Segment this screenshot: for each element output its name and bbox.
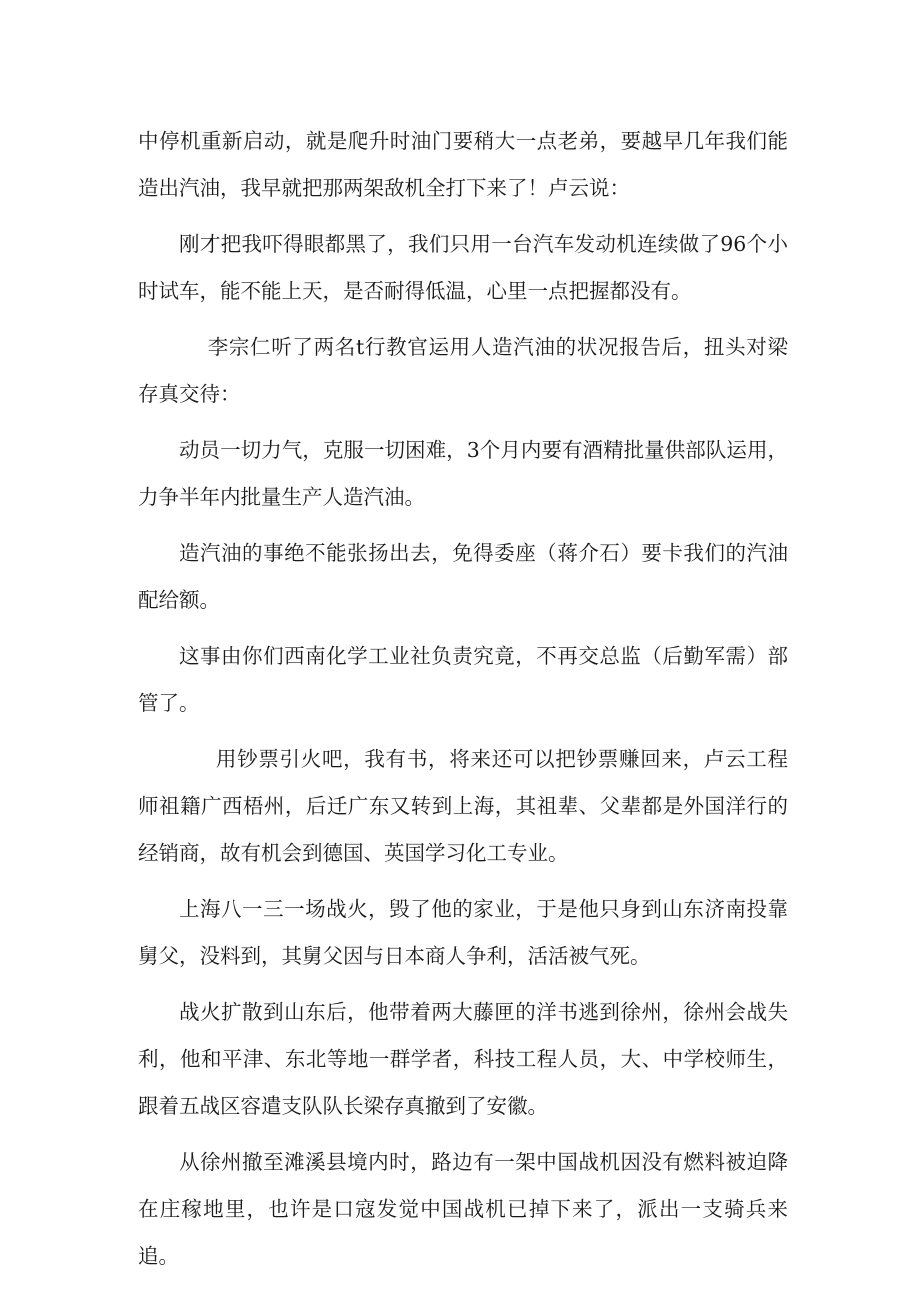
paragraph-10: 从徐州撤至滩溪县境内时，路边有一架中国战机因没有燃料被迫降在庄稼地里，也许是口寇发觉中国战机已掉下来了，派出一支骑兵来追。 (138, 1150, 788, 1268)
paragraph-3: 李宗仁听了两名t行教官运用人造汽油的状况报告后，扭头对梁存真交待： (138, 335, 788, 406)
paragraph-4: 动员一切力气，克服一切困难，3个月内要有酒精批量供部队运用，力争半年内批量生产人造汽油。 (138, 438, 788, 509)
document-body (138, 118, 788, 1289)
paragraph-6: 这事由你们西南化学工业社负责究竟，不再交总监（后勤军需）部管了。 (138, 644, 788, 715)
paragraph-9: 战火扩散到山东后，他带着两大藤匣的洋书逃到徐州，徐州会战失利，他和平津、东北等地一群学者，科技工程人员，大、中学校师生，跟着五战区容遣支队队长梁存真撤到了安徽。 (138, 1000, 788, 1118)
paragraph-7: 用钞票引火吧，我有书，将来还可以把钞票赚回来，卢云工程师祖籍广西梧州，后迁广东又转到上海，其祖辈、父辈都是外国洋行的经销商，故有机会到德国、英国学习化工专业。 (138, 747, 788, 865)
paragraph-5: 造汽油的事绝不能张扬出去，免得委座（蒋介石）要卡我们的汽油配给额。 (138, 541, 788, 612)
paragraph-8: 上海八一三一场战火，毁了他的家业，于是他只身到山东济南投靠舅父，没料到，其舅父因与日本商人争利，活活被气死。 (138, 897, 788, 968)
paragraph-2: 刚才把我吓得眼都黑了，我们只用一台汽车发动机连续做了96个小时试车，能不能上天，是否耐得低温，心里一点把握都没有。 (138, 232, 788, 303)
paragraph-1: 中停机重新启动，就是爬升时油门要稍大一点老弟，要越早几年我们能造出汽油，我早就把那两架敌机全打下来了！卢云说： (138, 129, 788, 200)
